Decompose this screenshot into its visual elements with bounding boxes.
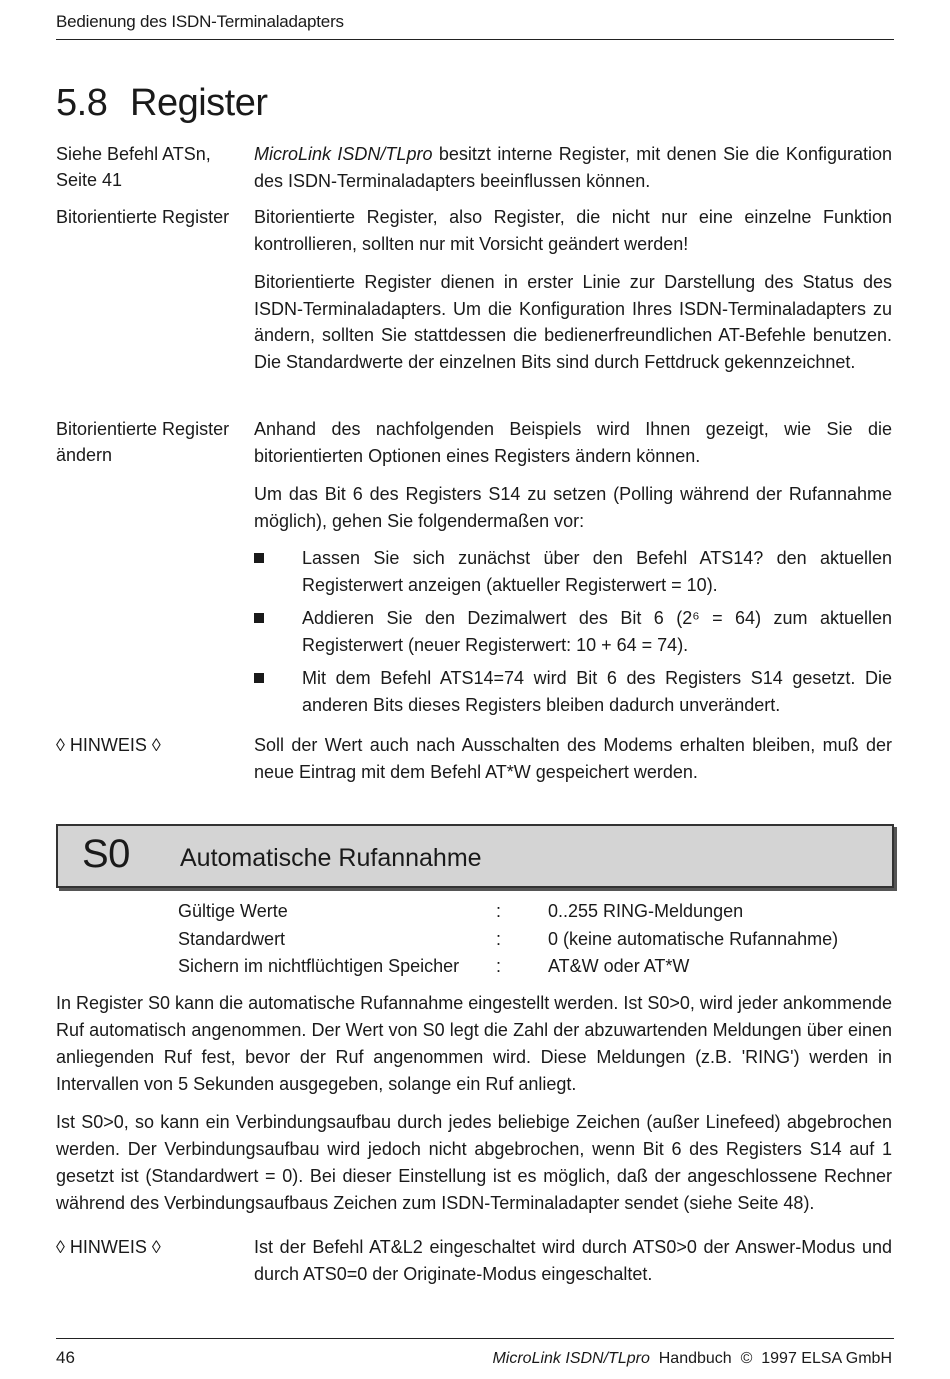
note-text: Soll der Wert auch nach Ausschalten des Modems erhalten bleiben, muß der neue Eintrag mit dem Befehl AT*W gespeichert werden. [254,735,892,782]
bullet-square-icon [254,613,264,623]
footer-imprint: MicroLink ISDN/TLpro Handbuch © 1997 ELSA GmbH [492,1350,892,1367]
bit-registers-warning: Bitorientierte Register, also Register, die nicht nur eine einzelne Funktion kontrollieren, sollten nur mit Vorsicht geändert werden! [254,207,892,254]
change-registers-intro: Anhand des nachfolgenden Beispiels wird Ihnen gezeigt, wie Sie die bitorientierten Optionen eines Registers ändern können. [254,419,892,466]
margin-note-change-registers: Bitorientierte Register ändern [56,419,230,465]
bit-registers-description: Bitorientierte Register dienen in erster Linie zur Darstellung des Status des ISDN-Terminaladapters. Um die Konfiguration Ihres ISDN-Terminaladapters zu ändern, sollten Sie stattdessen die bedienerfreundlichen AT-Befehle benutzen. Die Standardwerte der einzelnen Bits sind durch Fettdruck gekennzeichnet. [254,272,892,372]
margin-note-bit-registers: Bitorientierte Register [56,207,230,227]
running-header: Bedienung des ISDN-Terminaladapters [56,12,344,31]
register-heading-box [56,824,894,888]
footer-rule [56,1338,894,1339]
bold-term: Fettdruck [644,351,720,372]
header-rule [56,39,894,40]
s0-abort-description: Ist S0>0, so kann ein Verbindungsaufbau durch jedes beliebige Zeichen (außer Linefeed) abgebrochen werden. Der Verbindungsaufbau wird jedoch nicht abgebrochen, wenn Bit 6 des Registers S14 auf 1 gesetzt ist (Standardwert = 0). Bei dieser Einstellung ist es möglich, daß der angeschlossene Rechner während des Verbindungsaufbaus Zeichen zum ISDN-Terminaladapter sendet (siehe Seite 48). [56,1112,892,1213]
intro-paragraph: MicroLink ISDN/TLpro besitzt interne Register, mit denen Sie die Konfiguration des ISDN-Terminaladapters beeinflussen können. [254,144,893,191]
s0-description: In Register S0 kann die automatische Rufannahme eingestellt werden. Ist S0>0, wird jeder ankommende Ruf automatisch angenommen. Der Wert von S0 legt die Zahl der abzuwartenden Meldungen über einen anliegenden Ruf fest, bevor der Ruf angenommen wird. Diese Meldungen (z.B. 'RING') werden in Intervallen von 5 Sekunden ausgegeben, solange ein Ruf anliegt. [56,993,892,1094]
table-row: Gültige Werte : 0..255 RING-Meldungen [178,901,744,921]
change-registers-example: Um das Bit 6 des Registers S14 zu setzen (Polling während der Rufannahme möglich), gehen Sie folgendermaßen vor: [254,484,892,531]
register-properties-table [178,898,878,981]
product-name: MicroLink ISDN/TLpro [254,144,433,164]
manual-page: Bedienung des ISDN-Terminaladapters 5.8 Register Siehe Befehl ATSn, Seite 41 MicroLink ISDN/TLpro besitzt interne Register, mit denen Sie die Konfiguration des ISDN-Terminaladapters beeinflussen können. Bitorientierte Register Bitorientierte Register, also Register, die nicht nur eine einzelne Funktion kontrollieren, sollten nur mit Vorsicht geändert werden! Bitorientierte Register dienen in erster Linie zur Darstellung des Status des ISDN-Terminaladapters. Um die Konfiguration Ihres ISDN-Terminaladapters zu ändern, sollten Sie stattdessen die bedienerfreundlichen AT-Befehle benutzen. Die Standardwerte der einzelnen Bits sind durch Fettdruck gekennzeichnet. Bitorientierte Register ändern Anhand des nachfolgenden Beispiels wird Ihnen gezeigt, wie Sie die bitorientierten Optionen eines Registers ändern können. Um das Bit 6 des Registers S14 zu setzen (Polling während der Rufannahme möglich), gehen Sie folgendermaßen vor: Lassen Sie sich zunächst über den Befehl ATS14? den aktuellen Registerwert anzeigen (aktueller Registerwert = 10). Addieren Sie den Dezimalwert des Bit 6 (2⁶ = 64) zum aktuellen Registerwert (neuer Registerwert: 10 + 64 = 74). Mit dem Befehl ATS14=74 wird Bit 6 des Registers S14 gesetzt. Die anderen Bits dieses Registers bleiben dadurch unverändert. ◊ HINWEIS ◊ Soll der Wert auch nach Ausschalten des Modems erhalten bleiben, muß der neue Eintrag mit dem Befehl AT*W gespeichert werden. S0 Automatische Rufannahme Gültige Werte : 0..255 RING-Meldungen Standardwert : 0 (keine automatische Rufannahme) Sichern im nichtflüchtigen Speicher : AT&W oder AT*W In Register S0 kann die automatische Rufannahme eingestellt werden. Ist S0>0, wird jeder ankommende Ruf automatisch angenommen. Der Wert von S0 legt die Zahl der abzuwartenden Meldungen über einen anliegenden Ruf fest, bevor der Ruf angenommen wird. Diese Meldungen (z.B. 'RING') werden in Intervallen von 5 Sekunden ausgegeben, solange ein Ruf anliegt. Ist S0>0, so kann ein Verbindungsaufbau durch jedes beliebige Zeichen (außer Linefeed) abgebrochen werden. Der Verbindungsaufbau wird jedoch nicht abgebrochen, wenn Bit 6 des Registers S14 auf 1 gesetzt ist (Standardwert = 0). Bei dieser Einstellung ist es möglich, daß der angeschlossene Rechner während des Verbindungsaufbaus Zeichen zum ISDN-Terminaladapter sendet (siehe Seite 48). ◊ HINWEIS ◊ Ist der Befehl AT&L2 eingeschaltet wird durch ATS0>0 der Answer-Modus und durch ATS0=0 der Originate-Modus eingeschaltet. 46 MicroLink ISDN/TLpro Handbuch © 1997 ELSA GmbH [56,12,893,1367]
note-text: Ist der Befehl AT&L2 eingeschaltet wird durch ATS0>0 der Answer-Modus und durch ATS0=0 der Originate-Modus eingeschaltet. [254,1237,892,1284]
register-title: Automatische Rufannahme [180,844,482,872]
section-heading [56,82,268,125]
section-number: 5.8 [56,82,108,124]
section-title: Register [130,82,268,124]
register-code: S0 [82,832,130,876]
note-label: ◊ HINWEIS ◊ [56,735,161,755]
table-row: Standardwert : 0 (keine automatische Rufannahme) [178,928,839,949]
bullet-square-icon [254,553,264,563]
margin-note-see-command: Siehe Befehl ATSn, Seite 41 [56,144,211,190]
note-label: ◊ HINWEIS ◊ [56,1237,161,1257]
bullet-square-icon [254,673,264,683]
page-number: 46 [56,1348,75,1367]
table-row: Sichern im nichtflüchtigen Speicher : AT&W oder AT*W [178,956,690,976]
